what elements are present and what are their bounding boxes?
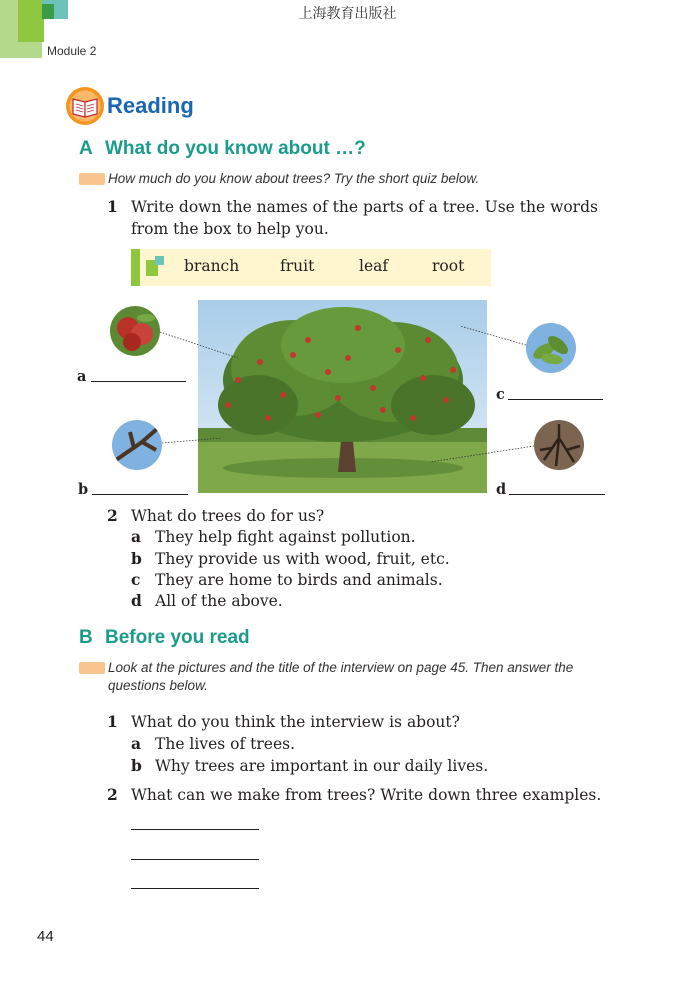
option-b1-b: b Why trees are important in our daily lives. bbox=[131, 756, 489, 775]
question-text: What do you think the interview is about? bbox=[131, 713, 460, 731]
word-root: root bbox=[432, 257, 465, 275]
leaf-photo bbox=[526, 323, 576, 373]
word-leaf: leaf bbox=[359, 257, 389, 275]
section-a-title: What do you know about …? bbox=[105, 138, 366, 159]
question-a2 bbox=[107, 505, 617, 527]
question-b2 bbox=[107, 784, 627, 806]
question-number: 2 bbox=[107, 785, 118, 804]
option-b1-a: a The lives of trees. bbox=[131, 734, 296, 753]
word-fruit: fruit bbox=[280, 257, 315, 275]
section-b-heading bbox=[79, 627, 250, 649]
label-a: a bbox=[77, 368, 87, 385]
answer-line-example-3[interactable] bbox=[131, 888, 259, 889]
instruction-marker bbox=[79, 662, 105, 674]
question-text: Write down the names of the parts of a tree. Use the words from the box to help you. bbox=[131, 198, 598, 238]
label-d: d bbox=[496, 481, 507, 498]
instruction-text: How much do you know about trees? Try the short quiz below. bbox=[108, 171, 480, 186]
word-branch: branch bbox=[184, 257, 240, 275]
root-photo bbox=[534, 420, 584, 470]
answer-line-example-1[interactable] bbox=[131, 829, 259, 830]
question-number: 1 bbox=[107, 197, 118, 216]
answer-line-c[interactable] bbox=[508, 399, 603, 400]
section-b-letter: B bbox=[79, 627, 93, 648]
section-a-letter: A bbox=[79, 138, 93, 159]
answer-line-b[interactable] bbox=[92, 494, 188, 495]
answer-line-d[interactable] bbox=[509, 494, 605, 495]
instruction-text: Look at the pictures and the title of the interview on page 45. Then answer the questions below. bbox=[108, 660, 574, 693]
label-b: b bbox=[78, 481, 89, 498]
fruit-photo bbox=[110, 306, 160, 356]
question-number: 1 bbox=[107, 712, 118, 731]
publisher-name: 上海教育出版社 bbox=[298, 6, 397, 22]
question-text: What can we make from trees? Write down three examples. bbox=[131, 786, 602, 804]
answer-line-example-2[interactable] bbox=[131, 859, 259, 860]
option-a2-d: d All of the above. bbox=[131, 591, 283, 610]
section-title: Reading bbox=[107, 93, 194, 118]
option-a2-a: a They help fight against pollution. bbox=[131, 527, 416, 546]
label-c: c bbox=[496, 386, 505, 403]
branch-photo bbox=[112, 420, 162, 470]
section-b-instruction bbox=[79, 659, 599, 695]
page-number: 44 bbox=[37, 928, 54, 945]
question-number: 2 bbox=[107, 506, 118, 525]
section-b-title: Before you read bbox=[105, 627, 250, 648]
question-text: What do trees do for us? bbox=[131, 507, 325, 525]
module-label: Module 2 bbox=[47, 44, 97, 58]
answer-line-a[interactable] bbox=[91, 381, 186, 382]
option-a2-c: c They are home to birds and animals. bbox=[131, 570, 443, 589]
question-b1 bbox=[107, 711, 617, 733]
option-a2-b: b They provide us with wood, fruit, etc. bbox=[131, 549, 450, 568]
